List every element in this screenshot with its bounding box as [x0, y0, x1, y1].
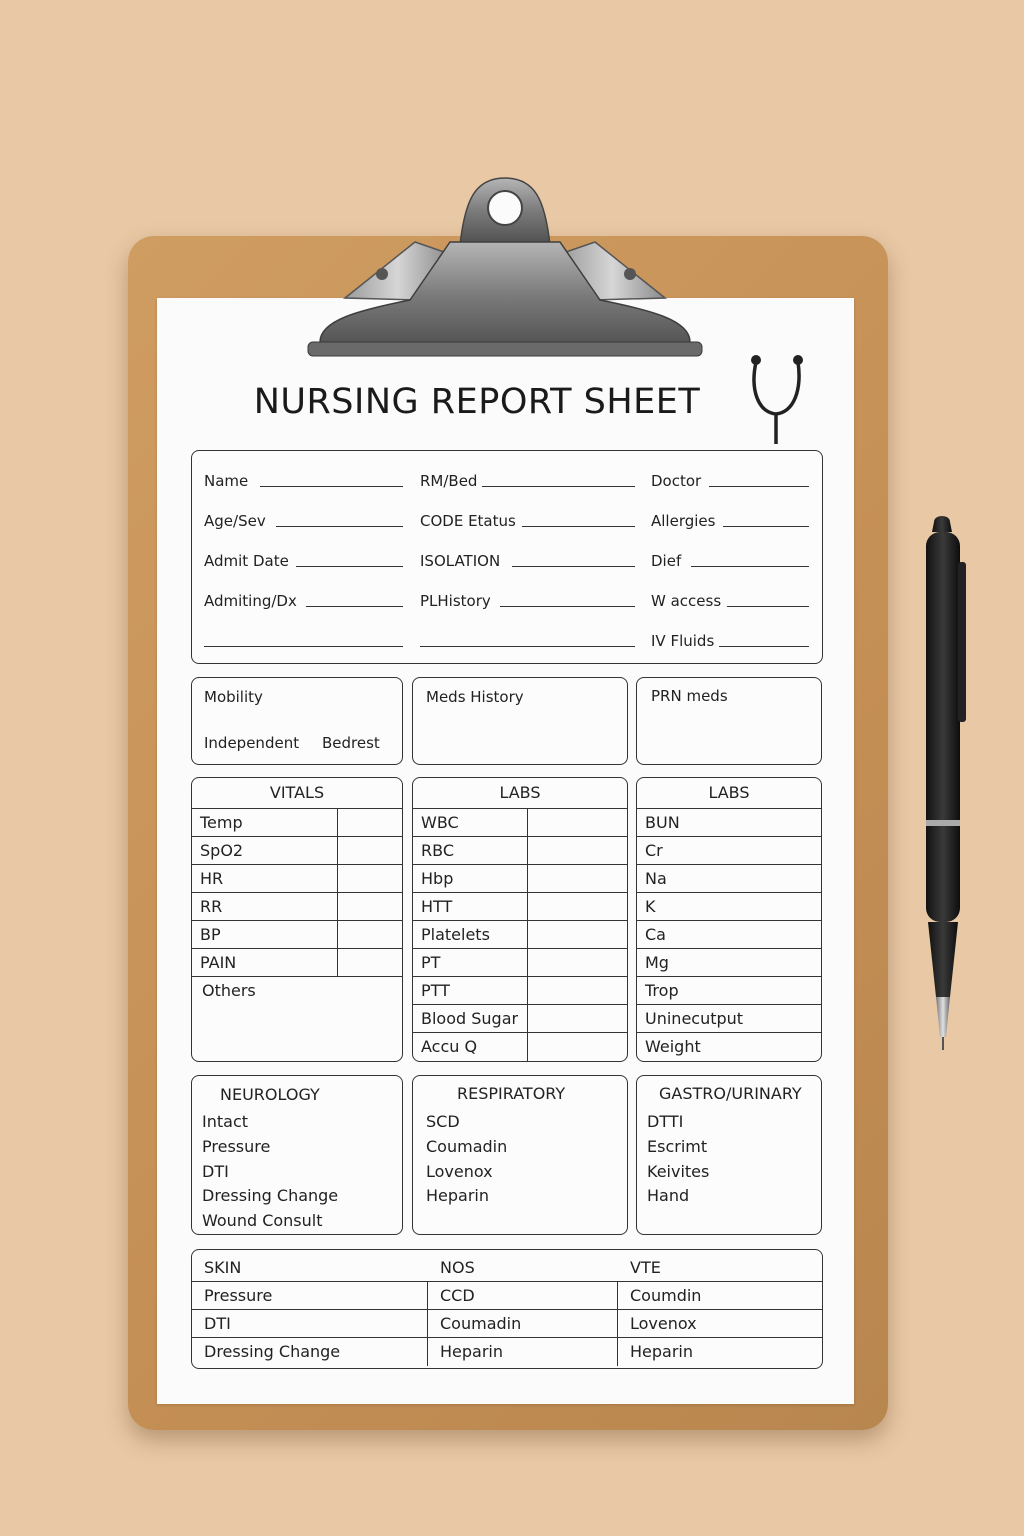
table-row[interactable]	[637, 865, 821, 893]
field-label-dief: Dief	[651, 552, 682, 570]
field-input-plhistory[interactable]	[500, 606, 635, 607]
table-row	[413, 977, 627, 1005]
gastro-urinary-title: GASTRO/URINARY	[659, 1084, 802, 1103]
field-label-isolation: ISOLATION	[420, 552, 501, 570]
vitals-title: VITALS	[192, 778, 402, 809]
table-row	[413, 837, 627, 865]
stethoscope-icon	[742, 350, 810, 450]
row-label-hbp: Hbp	[413, 865, 528, 892]
row-label-rr: RR	[192, 893, 338, 920]
table-row	[413, 893, 627, 921]
table-row[interactable]	[637, 1005, 821, 1033]
field-input-admiting-dx[interactable]	[306, 606, 403, 607]
field-input-allergies[interactable]	[723, 526, 809, 527]
vitals-table	[191, 777, 403, 1062]
list-item-pressure[interactable]: Pressure	[202, 1136, 271, 1156]
table-row	[413, 865, 627, 893]
value-cell-rr[interactable]	[338, 893, 402, 920]
labs-table-hematology	[412, 777, 628, 1062]
mobility-bedrest-option[interactable]: Bedrest	[322, 734, 380, 752]
value-cell-rbc[interactable]	[528, 837, 627, 864]
gastro-urinary-section	[636, 1075, 822, 1235]
list-item-wound-consult[interactable]: Wound Consult	[202, 1211, 323, 1231]
table-row	[192, 1338, 822, 1366]
table-row[interactable]	[637, 1033, 821, 1061]
list-item-coumadin[interactable]: Coumadin	[426, 1136, 508, 1156]
respiratory-title: RESPIRATORY	[457, 1084, 566, 1103]
field-input-iv-fluids[interactable]	[719, 646, 809, 647]
list-item-scd[interactable]: SCD	[426, 1112, 460, 1131]
meds-history-title: Meds History	[426, 688, 524, 706]
field-label-doctor: Doctor	[651, 472, 702, 490]
list-item-intact[interactable]: Intact	[202, 1112, 249, 1131]
table-row[interactable]	[637, 837, 821, 865]
value-cell-hr[interactable]	[338, 865, 402, 892]
respiratory-section	[412, 1075, 628, 1235]
table-cell-dti[interactable]: DTI	[192, 1310, 428, 1337]
table-row	[192, 921, 402, 949]
table-row[interactable]	[637, 949, 821, 977]
table-cell-ccd[interactable]: CCD	[428, 1282, 618, 1309]
field-label-plhistory: PLHistory	[420, 592, 491, 610]
list-item-keivites[interactable]: Keivites	[647, 1161, 710, 1181]
list-item-dressing-change[interactable]: Dressing Change	[202, 1186, 339, 1206]
table-cell-heparin[interactable]: Heparin	[630, 1342, 693, 1361]
mobility-section	[191, 677, 403, 765]
mobility-title: Mobility	[204, 688, 263, 706]
column-header-skin: SKIN	[204, 1258, 242, 1277]
labs-table-chemistry	[636, 777, 822, 1062]
list-item-heparin[interactable]: Heparin	[426, 1186, 489, 1206]
table-row	[413, 1005, 627, 1033]
value-cell-platelets[interactable]	[528, 921, 627, 948]
table-row	[192, 1282, 822, 1310]
table-cell-coumadin[interactable]: Coumadin	[428, 1310, 618, 1337]
neurology-title: NEUROLOGY	[220, 1085, 320, 1104]
table-row[interactable]	[637, 893, 821, 921]
field-input-rm-bed[interactable]	[482, 486, 635, 487]
field-input-admit-date[interactable]	[296, 566, 403, 567]
field-input-blank[interactable]	[420, 646, 635, 647]
field-input-dief[interactable]	[691, 566, 809, 567]
value-cell-hbp[interactable]	[528, 865, 627, 892]
value-cell-wbc[interactable]	[528, 809, 627, 836]
field-input-w-access[interactable]	[727, 606, 809, 607]
value-cell-accu-q[interactable]	[528, 1033, 627, 1061]
mobility-independent-option[interactable]: Independent	[204, 734, 300, 752]
field-label-name: Name	[204, 472, 249, 490]
table-cell-heparin[interactable]: Heparin	[428, 1338, 618, 1366]
table-row	[192, 1310, 822, 1338]
page-title: NURSING REPORT SHEET	[253, 382, 701, 422]
table-cell-coumdin[interactable]: Coumdin	[630, 1286, 702, 1305]
field-input-doctor[interactable]	[709, 486, 809, 487]
table-row	[413, 949, 627, 977]
value-cell-htt[interactable]	[528, 893, 627, 920]
value-cell-pt[interactable]	[528, 949, 627, 976]
row-label-blood-sugar: Blood Sugar	[413, 1005, 528, 1032]
field-input-blank[interactable]	[204, 646, 403, 647]
list-item-dtti[interactable]: DTTI	[647, 1112, 684, 1131]
row-label-bp: BP	[192, 921, 338, 948]
field-input-name[interactable]	[260, 486, 403, 487]
prn-meds-title: PRN meds	[651, 687, 728, 705]
table-cell-lovenox[interactable]: Lovenox	[630, 1314, 697, 1333]
table-row	[192, 893, 402, 921]
list-item-escrimt[interactable]: Escrimt	[647, 1136, 708, 1156]
table-row	[413, 809, 627, 837]
value-cell-spo2[interactable]	[338, 837, 402, 864]
row-label-wbc: WBC	[413, 809, 528, 836]
list-item-dti[interactable]: DTI	[202, 1161, 229, 1181]
table-row	[413, 921, 627, 949]
row-label-uninecutput: Uninecutput	[645, 1009, 744, 1028]
row-label-rbc: RBC	[413, 837, 528, 864]
field-input-age-sev[interactable]	[276, 526, 403, 527]
value-cell-ptt[interactable]	[528, 977, 627, 1004]
column-header-vte: VTE	[630, 1258, 661, 1277]
row-label-pain: PAIN	[192, 949, 338, 976]
row-label-temp: Temp	[192, 809, 338, 836]
column-header-nos: NOS	[440, 1258, 475, 1277]
field-label-age-sev: Age/Sev	[204, 512, 266, 530]
field-label-w-access: W access	[651, 592, 722, 610]
row-label-platelets: Platelets	[413, 921, 528, 948]
row-label-ptt: PTT	[413, 977, 528, 1004]
table-row	[192, 949, 402, 977]
value-cell-pain[interactable]	[338, 949, 402, 976]
table-row	[413, 1033, 627, 1061]
clipboard-clip-icon	[300, 170, 710, 370]
table-row[interactable]	[637, 977, 821, 1005]
value-cell-temp[interactable]	[338, 809, 402, 836]
row-label-cr: Cr	[645, 841, 663, 860]
table-row	[192, 865, 402, 893]
meds-history-section[interactable]	[412, 677, 628, 765]
field-label-allergies: Allergies	[651, 512, 716, 530]
field-label-code-etatus: CODE Etatus	[420, 512, 516, 530]
pen-icon	[910, 512, 980, 1057]
row-label-bun: BUN	[645, 813, 680, 832]
table-cell-pressure[interactable]: Pressure	[192, 1282, 428, 1309]
table-cell-dressing-change[interactable]: Dressing Change	[192, 1338, 428, 1366]
table-row	[192, 837, 402, 865]
table-row	[192, 809, 402, 837]
row-label-mg: Mg	[645, 953, 669, 972]
row-label-na: Na	[645, 869, 667, 888]
field-label-admiting-dx: Admiting/Dx	[204, 592, 297, 610]
labs-title: LABS	[637, 778, 821, 809]
row-label-hr: HR	[192, 865, 338, 892]
row-label-k: K	[645, 897, 656, 916]
vitals-others[interactable]: Others	[202, 981, 256, 1000]
list-item-hand[interactable]: Hand	[647, 1186, 690, 1206]
labs-title: LABS	[413, 778, 627, 809]
skin-nos-vte-table	[191, 1249, 823, 1369]
row-label-trop: Trop	[645, 981, 679, 1000]
row-label-weight: Weight	[645, 1037, 701, 1056]
list-item-lovenox[interactable]: Lovenox	[426, 1161, 493, 1181]
table-row[interactable]	[637, 921, 821, 949]
table-row[interactable]	[637, 809, 821, 837]
neurology-section	[191, 1075, 403, 1235]
prn-meds-section[interactable]	[636, 677, 822, 765]
field-input-isolation[interactable]	[512, 566, 635, 567]
field-label-rm-bed: RM/Bed	[420, 472, 478, 490]
row-label-accu-q: Accu Q	[413, 1033, 528, 1061]
row-label-pt: PT	[413, 949, 528, 976]
field-label-admit-date: Admit Date	[204, 552, 289, 570]
row-label-spo2: SpO2	[192, 837, 338, 864]
value-cell-bp[interactable]	[338, 921, 402, 948]
row-label-htt: HTT	[413, 893, 528, 920]
table-header-row	[192, 1250, 822, 1282]
value-cell-blood-sugar[interactable]	[528, 1005, 627, 1032]
field-input-code-etatus[interactable]	[522, 526, 635, 527]
field-label-iv-fluids: IV Fluids	[651, 632, 715, 650]
row-label-ca: Ca	[645, 925, 666, 944]
